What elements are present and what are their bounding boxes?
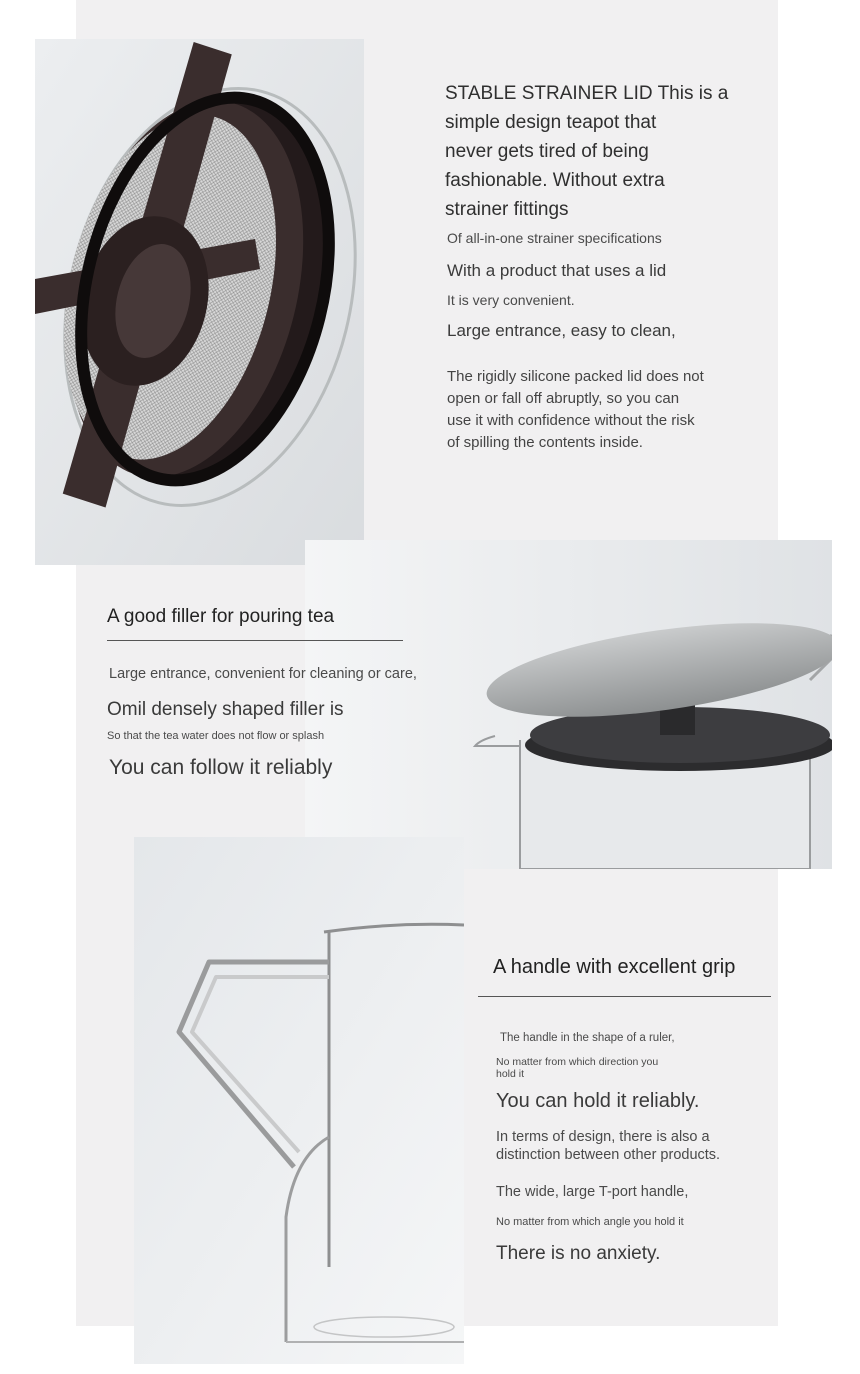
handle-anxiety-line: There is no anxiety. xyxy=(496,1243,661,1264)
filler-omil-line: Omil densely shaped filler is xyxy=(107,699,344,720)
intro-line-5: strainer fittings xyxy=(445,199,569,220)
lid-paragraph-line-4: of spilling the contents inside. xyxy=(447,434,643,451)
intro-line-1: STABLE STRAINER LID This is a xyxy=(445,83,729,104)
intro-line-4: fashionable. Without extra xyxy=(445,170,665,191)
handle-pitcher-photo xyxy=(134,837,464,1364)
intro-line-3: never gets tired of being xyxy=(445,141,649,162)
lid-paragraph-line-2: open or fall off abruptly, so you can xyxy=(447,390,680,407)
with-lid-line: With a product that uses a lid xyxy=(447,261,667,280)
handle-angle-line: No matter from which angle you hold it xyxy=(496,1216,684,1228)
handle-design-line-1: In terms of design, there is also a xyxy=(496,1129,710,1145)
filler-no-splash-line: So that the tea water does not flow or splash xyxy=(107,730,325,742)
all-in-one-line: Of all-in-one strainer specifications xyxy=(447,230,662,246)
teapot-lid-photo xyxy=(305,540,832,869)
handle-hold-line: You can hold it reliably. xyxy=(496,1090,700,1112)
filler-heading: A good filler for pouring tea xyxy=(107,606,335,627)
handle-ruler-line: The handle in the shape of a ruler, xyxy=(500,1032,675,1044)
filler-entrance-line: Large entrance, convenient for cleaning or care, xyxy=(109,666,417,682)
filler-heading-rule xyxy=(107,640,403,641)
handle-design-line-2: distinction between other products. xyxy=(496,1147,721,1163)
handle-heading: A handle with excellent grip xyxy=(493,956,736,978)
lid-paragraph-line-1: The rigidly silicone packed lid does not xyxy=(447,368,704,385)
strainer-lid-photo xyxy=(35,39,364,565)
intro-line-2: simple design teapot that xyxy=(445,112,657,133)
handle-tport-line: The wide, large T-port handle, xyxy=(496,1184,689,1200)
large-entrance-line: Large entrance, easy to clean, xyxy=(447,321,676,340)
handle-direction-line-2: hold it xyxy=(496,1068,525,1080)
lid-paragraph-line-3: use it with confidence without the risk xyxy=(447,412,695,429)
handle-direction-line-1: No matter from which direction you xyxy=(496,1056,659,1068)
convenient-line: It is very convenient. xyxy=(447,292,575,308)
handle-heading-rule xyxy=(478,996,771,997)
filler-follow-line: You can follow it reliably xyxy=(109,756,333,779)
